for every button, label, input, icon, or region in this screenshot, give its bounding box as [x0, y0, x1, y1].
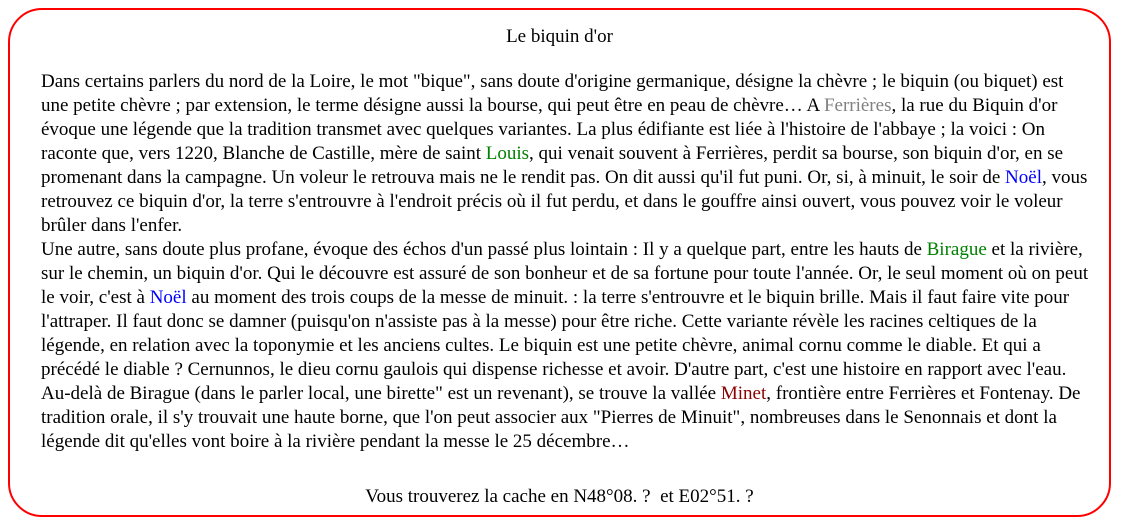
paragraph1-segment-1: Dans certains parlers du nord de la Loire, le mot "bique", sans doute d'origine germanique, désigne la chèvre ; le biquin (ou biquet) est une petite chèvre ; par extension, le terme désigne aussi la bourse, qui peut être en peau de chèvre… A	[41, 71, 1064, 116]
paragraph-abbey-legend	[41, 70, 1091, 238]
place-birague: Birague	[926, 239, 987, 260]
place-ferrieres: Ferrières	[823, 95, 892, 116]
paragraph2-segment-3: au moment des trois coups de la messe de minuit. : la terre s'entrouvre et le biquin brille. Mais il faut faire vite pour l'attraper. Il faut donc se damner (puisqu'on n'assiste pas à la messe) pour être riche. Cette variante révèle les racines celtiques de la légende, en relation avec la toponymie et les anciens cultes. Le biquin est une petite chèvre, animal cornu comme le diable. Et qui a précédé le diable ? Cernunnos, le dieu cornu gaulois qui dispense richesse et avoir. D'autre part, c'est une histoire en rapport avec l'eau. Au-delà de Birague (dans le parler local, une birette" est un revenant), se trouve la vallée	[41, 287, 1070, 404]
word-noel-2: Noël	[149, 287, 187, 308]
paragraph1-segment-4: , vous retrouvez ce biquin d'or, la terre s'entrouvre à l'endroit précis où il fut perdu, et dans le gouffre ainsi ouvert, vous pouvez voir le voleur brûler dans l'enfer.	[41, 167, 1088, 236]
paragraph-profane-legend	[41, 238, 1091, 454]
paragraph1-segment-3: , qui venait souvent à Ferrières, perdit sa bourse, son biquin d'or, en se promenant dans la campagne. Un voleur le retrouva mais ne le rendit pas. On dit aussi qu'il fut puni. Or, si, à minuit, le soir de	[41, 143, 1064, 188]
paragraph2-segment-1: Une autre, sans doute plus profane, évoque des échos d'un passé plus lointain : Il y a quelque part, entre les hauts de	[41, 239, 927, 260]
cache-coordinates: Vous trouverez la cache en N48°08. ? et E02°51. ?	[365, 486, 754, 507]
word-noel: Noël	[1005, 167, 1042, 188]
page-title: Le biquin d'or	[506, 26, 613, 47]
story-text	[41, 70, 1091, 454]
paragraph1-segment-2: , la rue du Biquin d'or évoque une légende que la tradition transmet avec quelques variantes. La plus édifiante est liée à l'histoire de l'abbaye ; la voici : On raconte que, vers 1220, Blanche de Castille, mère de saint	[41, 95, 1058, 164]
content-card	[8, 8, 1111, 517]
paragraph2-segment-2: et la rivière, sur le chemin, un biquin d'or. Qui le découvre est assuré de son bonheur et de sa fortune pour toute l'année. Or, le seul moment où on peut le voir, c'est à	[41, 239, 1089, 308]
place-minet: Minet	[720, 383, 767, 404]
paragraph2-segment-4: , frontière entre Ferrières et Fontenay. De tradition orale, il s'y trouvait une haute borne, que l'on peut associer aux "Pierres de Minuit", nombreuses dans le Senonnais et dont la légende dit qu'elles vont boire à la rivière pendant la messe le 25 décembre…	[41, 383, 1081, 452]
name-louis: Louis	[485, 143, 530, 164]
